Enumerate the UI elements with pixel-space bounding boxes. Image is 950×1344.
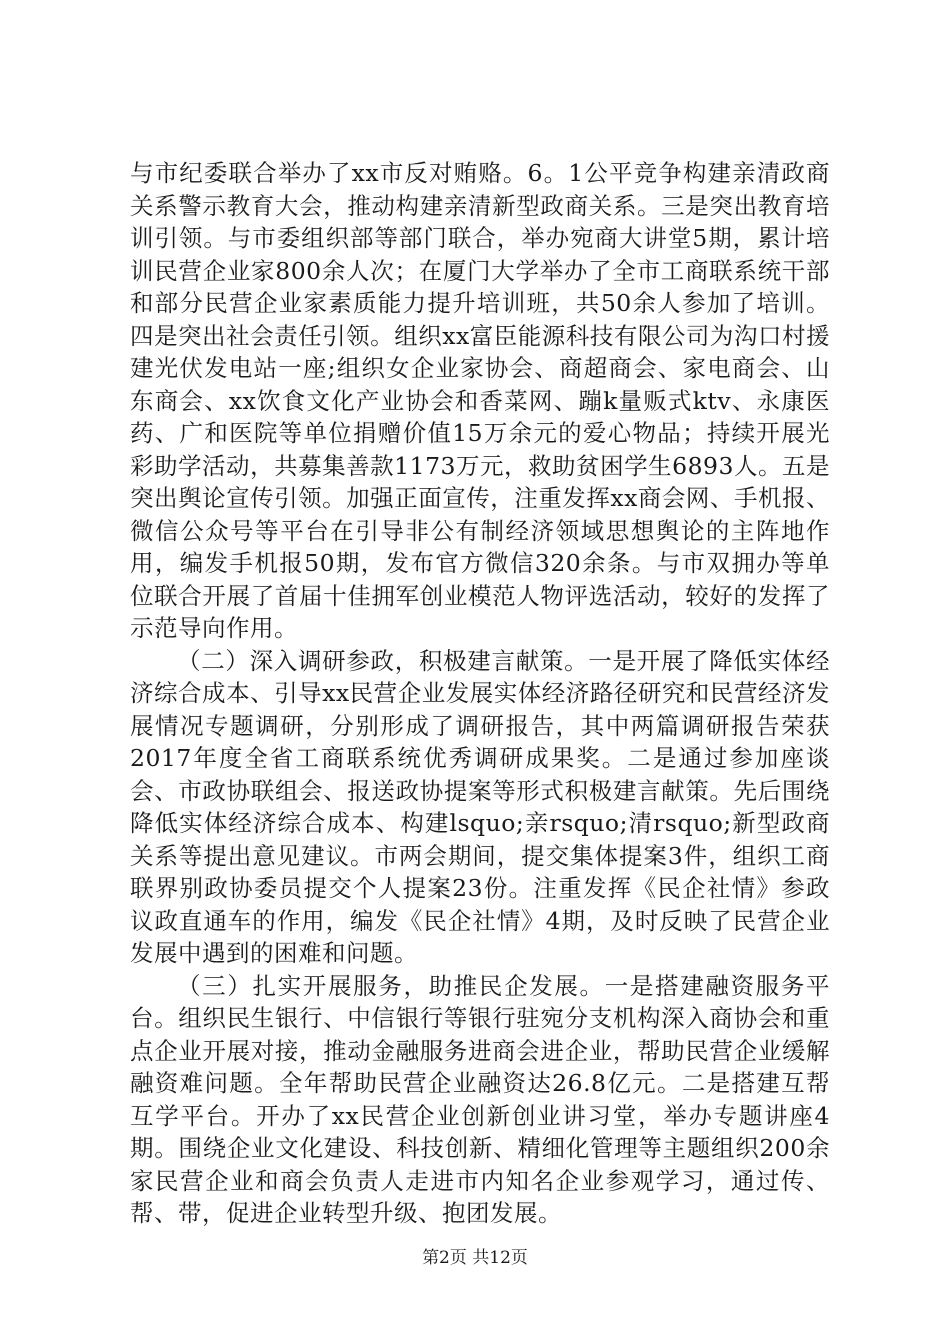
document-body (130, 157, 830, 1230)
page-footer (0, 1243, 950, 1268)
paragraph-3: （三）扎实开展服务，助推民企发展。一是搭建融资服务平台。组织民生银行、中信银行等银行驻宛分支机构深入商协会和重点企业开展对接，推动金融服务进商会进企业，帮助民营企业缓解融资难问题。全年帮助民营企业融资达26.8亿元。二是搭建互帮互学平台。开办了xx民营企业创新创业讲习堂，举办专题讲座4期。围绕企业文化建设、科技创新、精细化管理等主题组织200余家民营企业和商会负责人走进市内知名企业参观学习，通过传、帮、带，促进企业转型升级、抱团发展。 (130, 971, 830, 1227)
paragraph-2: （二）深入调研参政，积极建言献策。一是开展了降低实体经济综合成本、引导xx民营企业发展实体经济路径研究和民营经济发展情况专题调研，分别形成了调研报告，其中两篇调研报告荣获2017年度全省工商联系统优秀调研成果奖。二是通过参加座谈会、市政协联组会、报送政协提案等形式积极建言献策。先后围绕降低实体经济综合成本、构建lsquo;亲rsquo;清rsquo;新型政商关系等提出意见建议。市两会期间，提交集体提案3件，组织工商联界别政协委员提交个人提案23份。注重发挥《民企社情》参政议政直通车的作用，编发《民企社情》4期，及时反映了民营企业发展中遇到的困难和问题。 (130, 646, 830, 967)
paragraph-1: 与市纪委联合举办了xx市反对贿赂。6。1公平竞争构建亲清政商关系警示教育大会，推动构建亲清新型政商关系。三是突出教育培训引领。与市委组织部等部门联合，举办宛商大讲堂5期，累计培训民营企业家800余人次；在厦门大学举办了全市工商联系统干部和部分民营企业家素质能力提升培训班，共50余人参加了培训。四是突出社会责任引领。组织xx富臣能源科技有限公司为沟口村援建光伏发电站一座;组织女企业家协会、商超商会、家电商会、山东商会、xx饮食文化产业协会和香菜网、蹦k量贩式ktv、永康医药、广和医院等单位捐赠价值15万余元的爱心物品；持续开展光彩助学活动，共募集善款1173万元，救助贫困学生6893人。五是突出舆论宣传引领。加强正面宣传，注重发挥xx商会网、手机报、微信公众号等平台在引导非公有制经济领域思想舆论的主阵地作用，编发手机报50期，发布官方微信320余条。与市双拥办等单位联合开展了首届十佳拥军创业模范人物评选活动，较好的发挥了示范导向作用。 (130, 159, 830, 642)
page-number: 第2页 共12页 (422, 1248, 528, 1268)
